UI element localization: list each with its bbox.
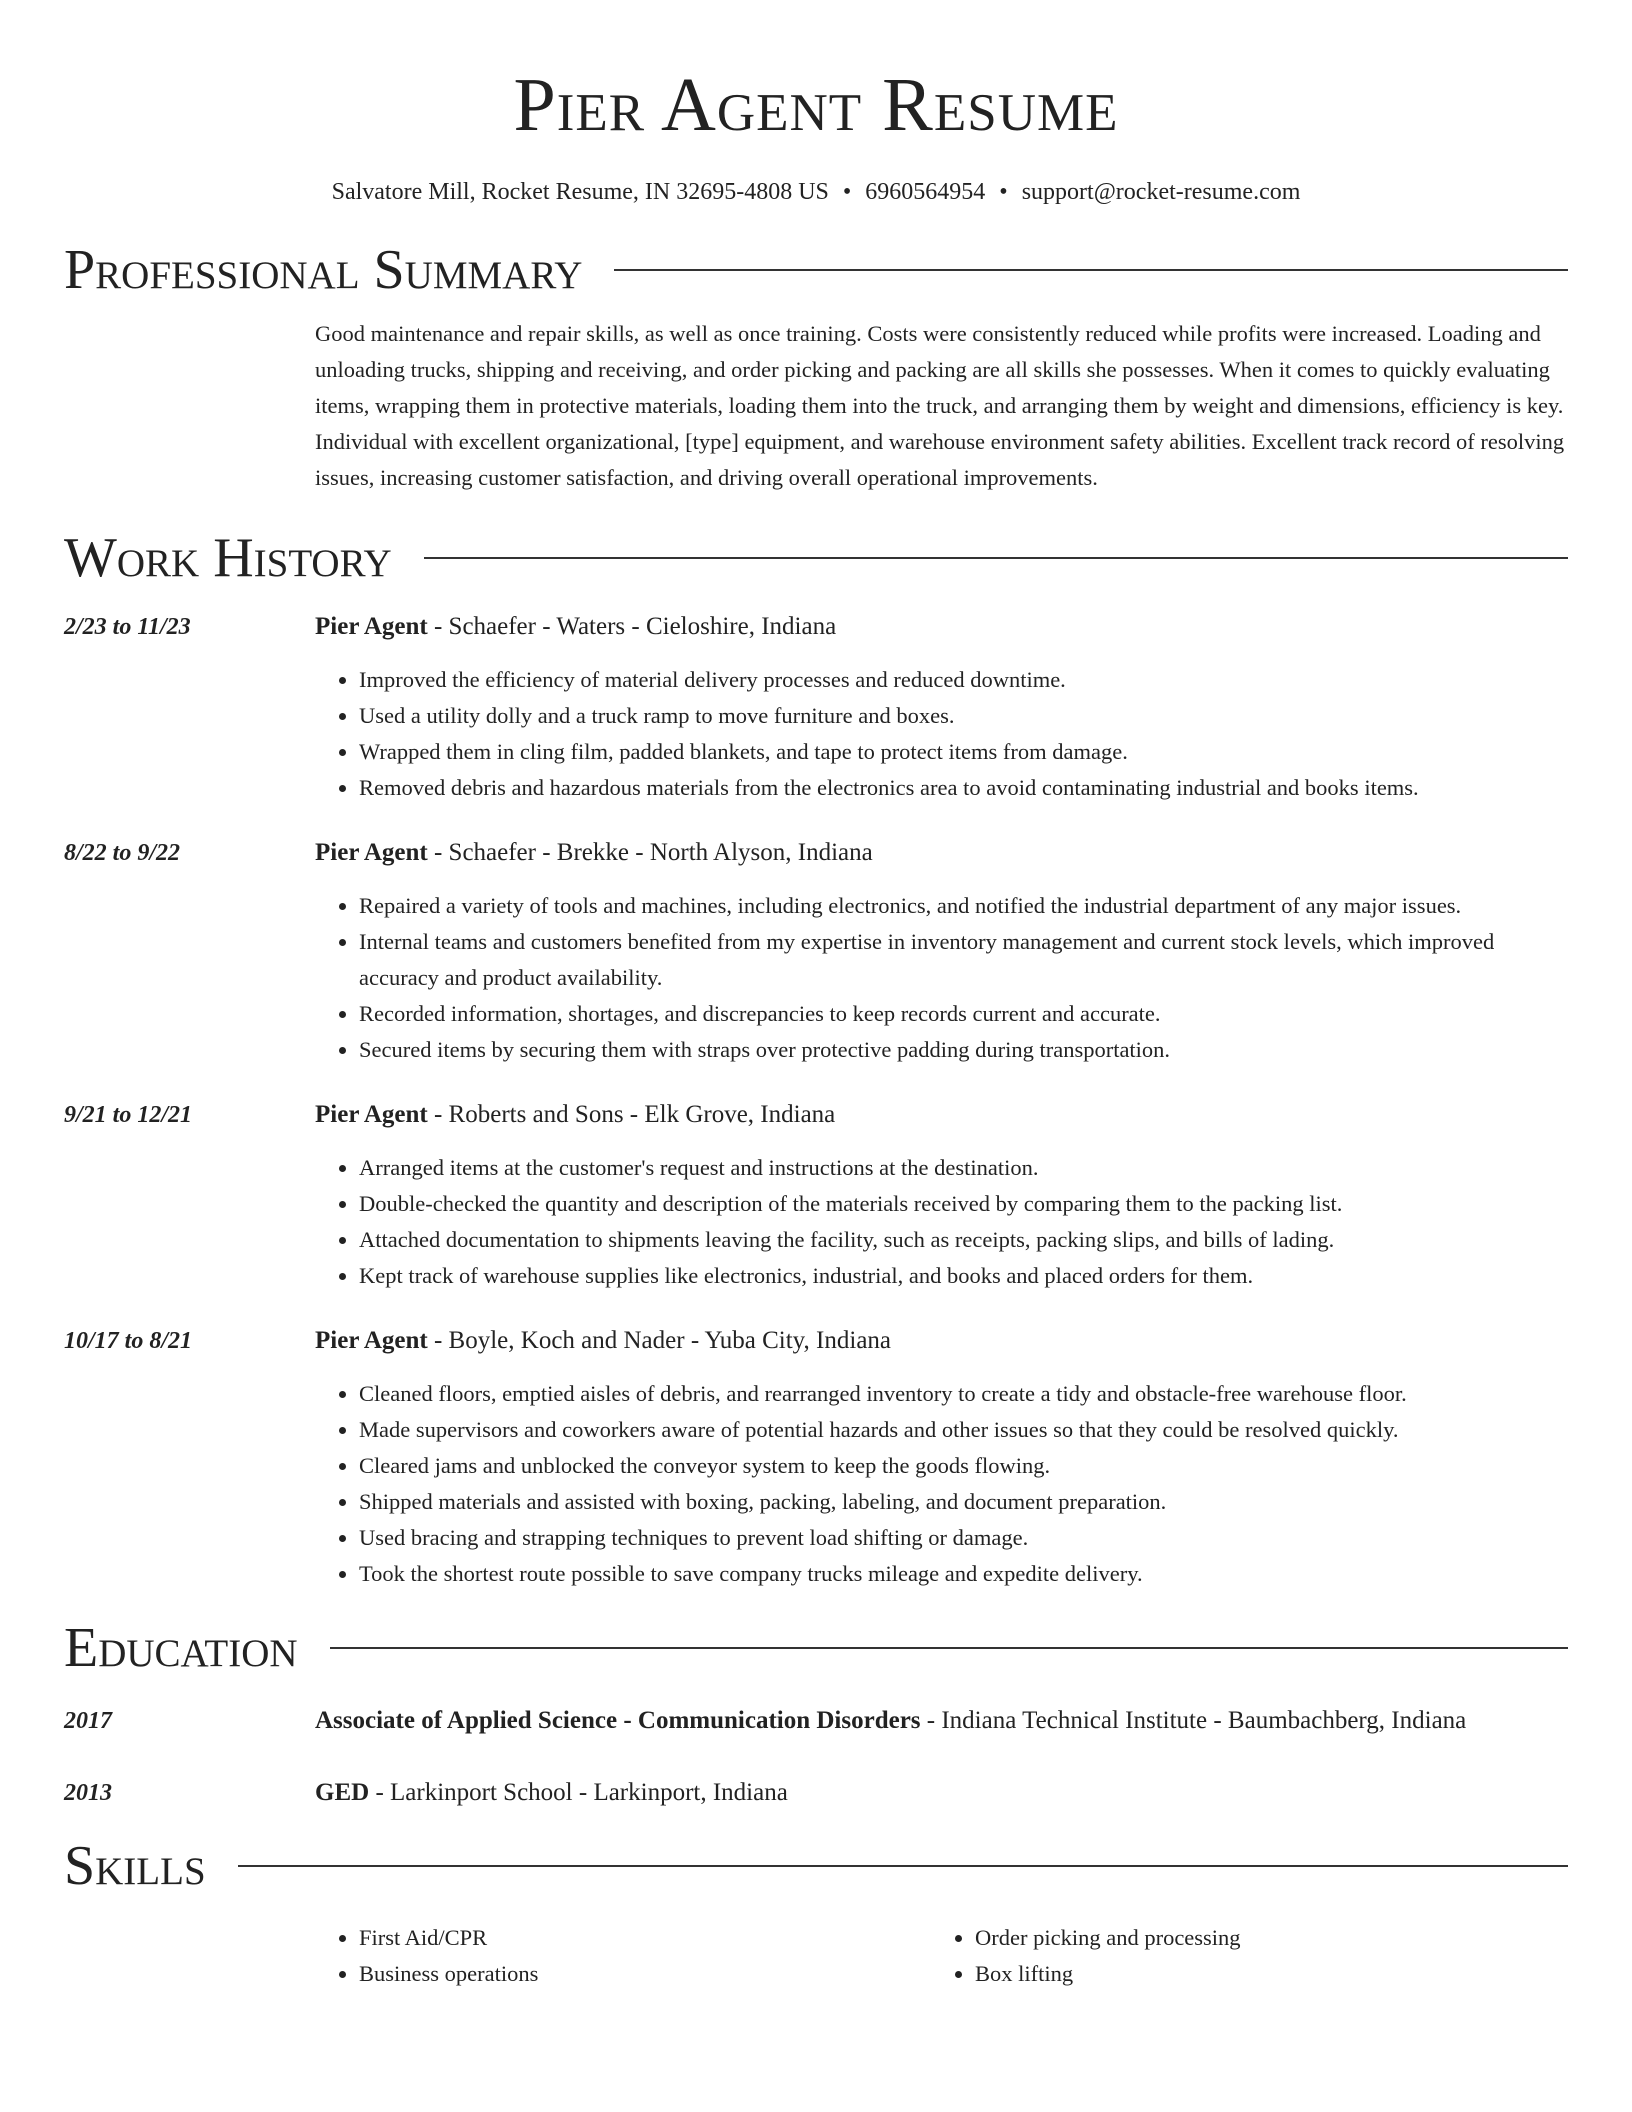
job-bullet: • Cleaned floors, emptied aisles of debris, and rearranged inventory to create a tidy and obstacle-free warehouse floor. xyxy=(359,1376,1568,1412)
job-heading xyxy=(315,1324,1568,1358)
section-divider xyxy=(424,557,1568,559)
job-bullet: • Arranged items at the customer's request and instructions at the destination. xyxy=(359,1150,1568,1186)
job-entry xyxy=(64,610,1568,806)
job-dates: 9/21 to 12/21 xyxy=(64,1102,193,1128)
skills-heading: Skills xyxy=(64,1835,206,1897)
job-heading xyxy=(315,836,1568,870)
education-details: - Indiana Technical Institute - Baumbachberg, Indiana xyxy=(920,1707,1467,1734)
summary-text: Good maintenance and repair skills, as well as once training. Costs were consistently reduced while profits were increased. Loading and unloading trucks, shipping and receiving, and order picking and packing are all skills she possesses. When it comes to quickly evaluating items, wrapping them in protective materials, loading them into the truck, and arranging them by weight and dimensions, efficiency is key. Individual with excellent organizational, [type] equipment, and warehouse environment safety abilities. Excellent track record of resolving issues, increasing customer satisfaction, and driving overall operational improvements. xyxy=(315,321,1565,490)
job-title: Pier Agent xyxy=(315,1101,428,1128)
job-entry xyxy=(64,1324,1568,1592)
job-bullet: • Attached documentation to shipments leaving the facility, such as receipts, packing slips, and bills of lading. xyxy=(359,1222,1568,1258)
contact-line xyxy=(64,176,1568,208)
job-bullet: • Used bracing and strapping techniques to prevent load shifting or damage. xyxy=(359,1520,1568,1556)
job-dates: 8/22 to 9/22 xyxy=(64,840,181,866)
job-title: Pier Agent xyxy=(315,613,428,640)
job-bullet: • Shipped materials and assisted with boxing, packing, labeling, and document preparation. xyxy=(359,1484,1568,1520)
job-bullet: • Made supervisors and coworkers aware of potential hazards and other issues so that they could be resolved quickly. xyxy=(359,1412,1568,1448)
contact-email[interactable]: support@rocket-resume.com xyxy=(1021,179,1301,205)
contact-separator: • xyxy=(999,179,1008,205)
skill-item: • Business operations xyxy=(359,1956,931,1992)
education-degree: Associate of Applied Science - Communication Disorders xyxy=(315,1707,921,1734)
education-entry xyxy=(64,1776,1568,1810)
job-bullet: • Repaired a variety of tools and machines, including electronics, and notified the industrial department of any major issues. xyxy=(359,888,1568,924)
summary-section-header xyxy=(64,238,1568,302)
education-year: 2017 xyxy=(64,1708,112,1734)
job-heading xyxy=(315,1098,1568,1132)
skills-column-left xyxy=(315,1920,931,1992)
skills-section-header xyxy=(64,1834,1568,1898)
job-details: - Schaefer - Waters - Cieloshire, Indiana xyxy=(427,613,837,640)
job-bullet: • Removed debris and hazardous materials from the electronics area to avoid contaminating industrial and books items. xyxy=(359,770,1568,806)
resume-page xyxy=(64,0,1568,1992)
job-dates: 10/17 to 8/21 xyxy=(64,1328,193,1354)
skills-column-right xyxy=(931,1920,1241,1992)
job-bullet: • Improved the efficiency of material delivery processes and reduced downtime. xyxy=(359,662,1568,698)
job-bullet: • Internal teams and customers benefited from my expertise in inventory management and current stock levels, which improved accuracy and product availability. xyxy=(359,924,1568,996)
contact-address: Salvatore Mill, Rocket Resume, IN 32695-4808 US xyxy=(331,179,829,205)
job-details: - Roberts and Sons - Elk Grove, Indiana xyxy=(427,1101,836,1128)
job-entry xyxy=(64,1098,1568,1294)
work-heading: Work History xyxy=(64,527,392,589)
job-title: Pier Agent xyxy=(315,1327,428,1354)
job-body xyxy=(315,836,1568,1068)
skill-item: • Box lifting xyxy=(975,1956,1241,1992)
job-title: Pier Agent xyxy=(315,839,428,866)
education-entry xyxy=(64,1704,1568,1738)
education-heading-line xyxy=(315,1704,1568,1738)
education-year: 2013 xyxy=(64,1780,112,1806)
education-degree: GED xyxy=(315,1779,370,1806)
job-details: - Schaefer - Brekke - North Alyson, Indiana xyxy=(427,839,873,866)
job-bullets xyxy=(315,1376,1568,1592)
skills-list xyxy=(315,1920,1568,1992)
education-body xyxy=(315,1776,1568,1810)
job-bullet: • Secured items by securing them with straps over protective padding during transportation. xyxy=(359,1032,1568,1068)
job-body xyxy=(315,1098,1568,1294)
job-bullet: • Recorded information, shortages, and discrepancies to keep records current and accurate. xyxy=(359,996,1568,1032)
section-divider xyxy=(330,1647,1568,1649)
summary-heading: Professional Summary xyxy=(64,239,583,301)
education-heading-line xyxy=(315,1776,1568,1810)
job-heading xyxy=(315,610,1568,644)
education-details: - Larkinport School - Larkinport, Indiana xyxy=(369,1779,788,1806)
job-bullet: • Cleared jams and unblocked the conveyor system to keep the goods flowing. xyxy=(359,1448,1568,1484)
job-bullets xyxy=(315,662,1568,806)
job-details: - Boyle, Koch and Nader - Yuba City, Indiana xyxy=(427,1327,892,1354)
job-bullet: • Wrapped them in cling film, padded blankets, and tape to protect items from damage. xyxy=(359,734,1568,770)
job-body xyxy=(315,1324,1568,1592)
job-bullets xyxy=(315,1150,1568,1294)
resume-title: Pier Agent Resume xyxy=(513,63,1119,147)
work-section-header xyxy=(64,526,1568,590)
job-bullet: • Took the shortest route possible to save company trucks mileage and expedite delivery. xyxy=(359,1556,1568,1592)
skill-item: • First Aid/CPR xyxy=(359,1920,931,1956)
job-entry xyxy=(64,836,1568,1068)
education-body xyxy=(315,1704,1568,1738)
education-section-header xyxy=(64,1616,1568,1680)
skill-item: • Order picking and processing xyxy=(975,1920,1241,1956)
job-bullet: • Kept track of warehouse supplies like electronics, industrial, and books and placed orders for them. xyxy=(359,1258,1568,1294)
job-bullets xyxy=(315,888,1568,1068)
job-body xyxy=(315,610,1568,806)
job-bullet: • Double-checked the quantity and description of the materials received by comparing them to the packing list. xyxy=(359,1186,1568,1222)
contact-phone: 6960564954 xyxy=(865,179,986,205)
education-heading: Education xyxy=(64,1617,298,1679)
job-bullet: • Used a utility dolly and a truck ramp to move furniture and boxes. xyxy=(359,698,1568,734)
section-divider xyxy=(614,269,1568,271)
section-divider xyxy=(238,1865,1568,1867)
contact-separator: • xyxy=(842,179,852,205)
job-dates: 2/23 to 11/23 xyxy=(64,614,191,640)
